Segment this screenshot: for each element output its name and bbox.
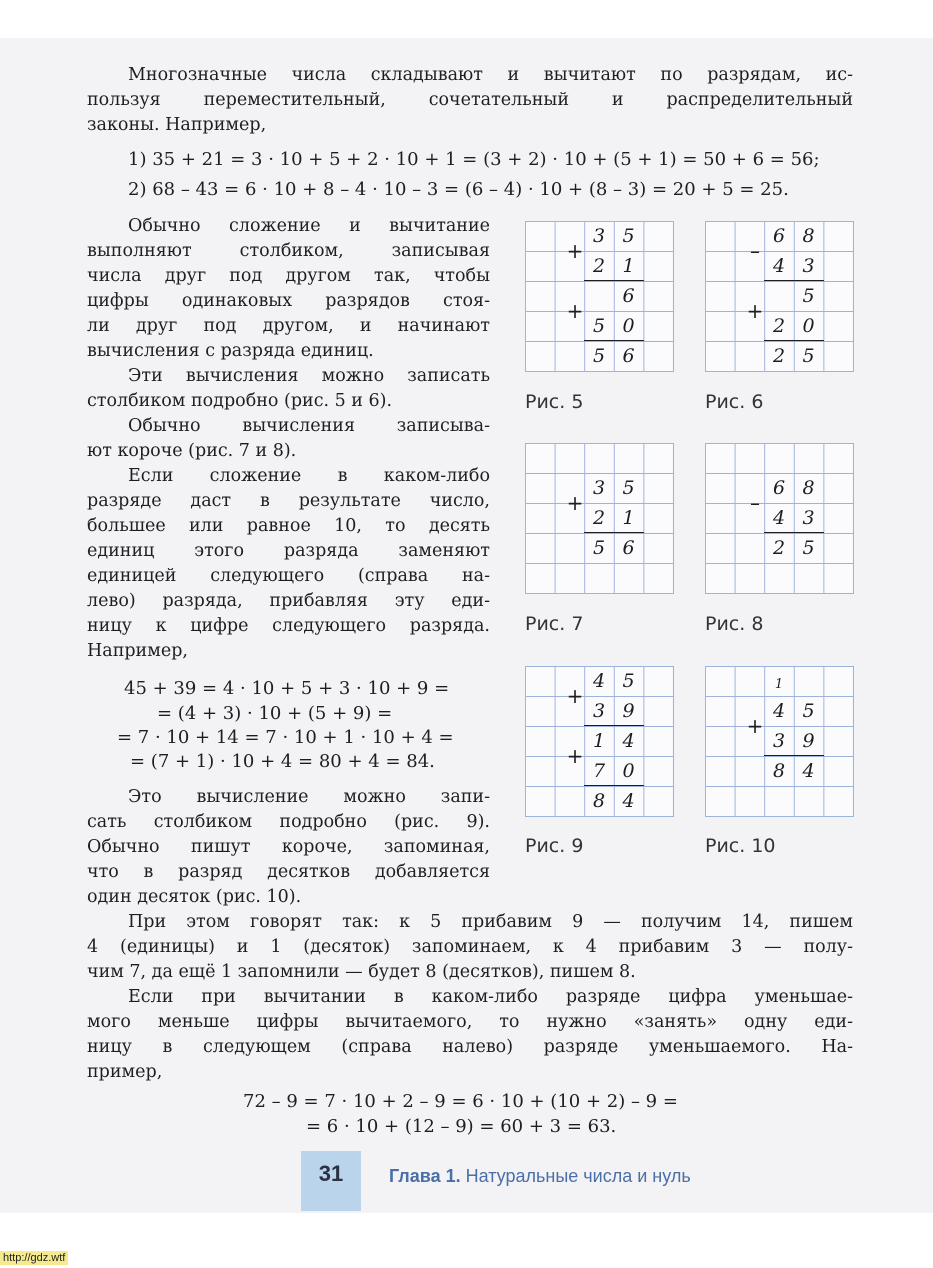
example-1: 1) 35 + 21 = 3 · 10 + 5 + 2 · 10 + 1 = (3 + 2) · 10 + (5 + 1) = 50 + 6 = 56; — [128, 149, 820, 170]
formula-line: = 6 · 10 + (12 – 9) = 60 + 3 = 63. — [306, 1116, 617, 1137]
text-line: 4 (единицы) и 1 (десяток) запоминаем, к 4 прибавим 3 — полу- — [87, 937, 853, 957]
digit: 9 — [802, 730, 815, 752]
digit: 2 — [592, 255, 606, 277]
digit: 5 — [802, 700, 815, 722]
text-line: ют короче (рис. 7 и 8). — [87, 441, 297, 461]
formula-line: = (4 + 3) · 10 + (5 + 9) = — [157, 703, 393, 724]
chapter-label: Глава 1. — [389, 1166, 461, 1186]
digit: 4 — [802, 760, 815, 782]
text-line: ницу к цифре следующего разряда. — [87, 616, 490, 636]
digit: 6 — [622, 285, 635, 307]
digit: 2 — [772, 345, 786, 367]
text-line: законы. Например, — [87, 115, 267, 135]
digit: 4 — [622, 790, 635, 812]
digit: 8 — [802, 225, 815, 247]
figure-5-grid — [525, 221, 674, 372]
figure-7-grid — [525, 443, 674, 594]
intro-paragraph — [87, 63, 853, 138]
result-line — [764, 532, 824, 534]
plus-sign: + — [566, 299, 584, 323]
text-line: Обычно вычисления записыва- — [128, 416, 490, 436]
page-number: 31 — [301, 1151, 361, 1211]
figure-9-grid — [525, 666, 674, 817]
result-line — [764, 280, 824, 282]
paragraph-column-addition — [87, 214, 490, 664]
figure-8-caption: Рис. 8 — [705, 613, 764, 635]
minus-sign: – — [750, 491, 760, 515]
text-line: Обычно сложение и вычитание — [128, 216, 490, 236]
figure-5-caption: Рис. 5 — [525, 391, 584, 413]
digit: 3 — [592, 225, 606, 247]
text-line: что в разряд десятков добавляется — [87, 862, 490, 882]
chapter-title: Натуральные числа и нуль — [465, 1166, 691, 1186]
plus-sign: + — [746, 714, 764, 738]
figure-6-caption: Рис. 6 — [705, 391, 764, 413]
plus-sign: + — [566, 684, 584, 708]
text-line: Например, — [87, 641, 188, 661]
digit: 2 — [772, 537, 786, 559]
digit: 6 — [772, 225, 786, 247]
figure-9-caption: Рис. 9 — [525, 835, 584, 857]
digit: 6 — [772, 477, 786, 499]
digit: 0 — [622, 760, 635, 782]
digit: 5 — [592, 537, 606, 559]
text-line: ницу в следующем (справа налево) разряде уменьшаемого. На- — [87, 1037, 853, 1057]
digit: 0 — [622, 315, 635, 337]
text-line: один десяток (рис. 10). — [87, 887, 302, 907]
digit: 1 — [622, 255, 635, 277]
result-line — [584, 340, 644, 342]
text-line: большее или равное 10, то десять — [87, 516, 490, 536]
text-line: Это вычисление можно запи- — [128, 787, 490, 807]
text-line: единицей следующего (справа на- — [87, 566, 490, 586]
text-line: цифры одинаковых разрядов стоя- — [87, 291, 490, 311]
digit: 5 — [622, 670, 635, 692]
digit: 1 — [592, 730, 606, 752]
result-line — [584, 280, 644, 282]
formula-line: = (7 + 1) · 10 + 4 = 80 + 4 = 84. — [130, 751, 435, 772]
figure-10-grid — [705, 666, 854, 817]
plus-sign: + — [566, 491, 584, 515]
text-line: числа друг под другом так, чтобы — [87, 266, 490, 286]
text-line: столбиком подробно (рис. 5 и 6). — [87, 391, 393, 411]
figure-8-grid — [705, 443, 854, 594]
figure-10-caption: Рис. 10 — [705, 835, 776, 857]
text-line: лево) разряда, прибавляя эту еди- — [87, 591, 490, 611]
text-line: Многозначные числа складывают и вычитают по разрядам, ис- — [128, 65, 853, 85]
digit: 3 — [802, 255, 815, 277]
text-line: единиц этого разряда заменяют — [87, 541, 490, 561]
digit: 4 — [772, 700, 786, 722]
digit: 2 — [772, 315, 786, 337]
plus-sign: + — [566, 744, 584, 768]
result-line — [584, 725, 644, 727]
digit: 5 — [802, 285, 815, 307]
plus-sign: + — [566, 239, 584, 263]
digit: 5 — [592, 315, 606, 337]
digit: 9 — [622, 700, 635, 722]
text-line: пример, — [87, 1062, 163, 1082]
carry-digit: 1 — [774, 677, 784, 692]
result-line — [764, 340, 824, 342]
result-line — [584, 532, 644, 534]
digit: 8 — [772, 760, 786, 782]
figure-6-grid — [705, 221, 854, 372]
digit: 5 — [802, 537, 815, 559]
digit: 7 — [592, 760, 606, 782]
digit: 3 — [592, 477, 606, 499]
digit: 0 — [802, 315, 815, 337]
digit: 4 — [772, 255, 786, 277]
paragraph-explanation — [87, 910, 853, 1085]
digit: 6 — [622, 345, 635, 367]
digit: 3 — [772, 730, 786, 752]
result-line — [584, 785, 644, 787]
digit: 3 — [802, 507, 815, 529]
plus-sign: + — [746, 299, 764, 323]
text-line: сать столбиком подробно (рис. 9). — [87, 812, 490, 832]
text-line: Если при вычитании в каком-либо разряде цифра уменьшае- — [128, 987, 853, 1007]
digit: 8 — [592, 790, 606, 812]
example-2: 2) 68 – 43 = 6 · 10 + 8 – 4 · 10 – 3 = (6 – 4) · 10 + (8 – 3) = 20 + 5 = 25. — [128, 179, 789, 200]
text-line: Эти вычисления можно записать — [128, 366, 490, 386]
figure-7-caption: Рис. 7 — [525, 613, 584, 635]
text-line: пользуя переместительный, сочетательный и распределительный — [87, 90, 853, 110]
text-line: чим 7, да ещё 1 запомнили — будет 8 (десятков), пишем 8. — [87, 962, 636, 982]
text-line: ли друг под другом, и начинают — [87, 316, 490, 336]
text-line: Обычно пишут короче, запоминая, — [87, 837, 490, 857]
paragraph-column-detailed — [87, 785, 490, 910]
digit: 1 — [622, 507, 635, 529]
digit: 4 — [622, 730, 635, 752]
formula-line: 45 + 39 = 4 · 10 + 5 + 3 · 10 + 9 = — [124, 678, 450, 699]
minus-sign: – — [750, 239, 760, 263]
text-line: При этом говорят так: к 5 прибавим 9 — получим 14, пишем — [128, 912, 853, 932]
digit: 5 — [802, 345, 815, 367]
chapter-footer — [389, 1166, 691, 1187]
formula-line: 72 – 9 = 7 · 10 + 2 – 9 = 6 · 10 + (10 + 2) – 9 = — [243, 1091, 678, 1112]
digit: 5 — [622, 477, 635, 499]
digit: 8 — [802, 477, 815, 499]
digit: 2 — [592, 507, 606, 529]
digit: 4 — [772, 507, 786, 529]
text-line: разряде даст в результате число, — [87, 491, 490, 511]
text-line: мого меньше цифры вычитаемого, то нужно «занять» одну еди- — [87, 1012, 853, 1032]
text-line: вычисления с разряда единиц. — [87, 341, 374, 361]
digit: 5 — [592, 345, 606, 367]
result-line — [764, 755, 824, 757]
formula-line: = 7 · 10 + 14 = 7 · 10 + 1 · 10 + 4 = — [117, 727, 454, 748]
text-line: выполняют столбиком, записывая — [87, 241, 490, 261]
digit: 3 — [592, 700, 606, 722]
text-line: Если сложение в каком-либо — [128, 466, 490, 486]
digit: 4 — [592, 670, 606, 692]
watermark-link[interactable]: http://gdz.wtf — [0, 1251, 68, 1265]
digit: 5 — [622, 225, 635, 247]
digit: 6 — [622, 537, 635, 559]
